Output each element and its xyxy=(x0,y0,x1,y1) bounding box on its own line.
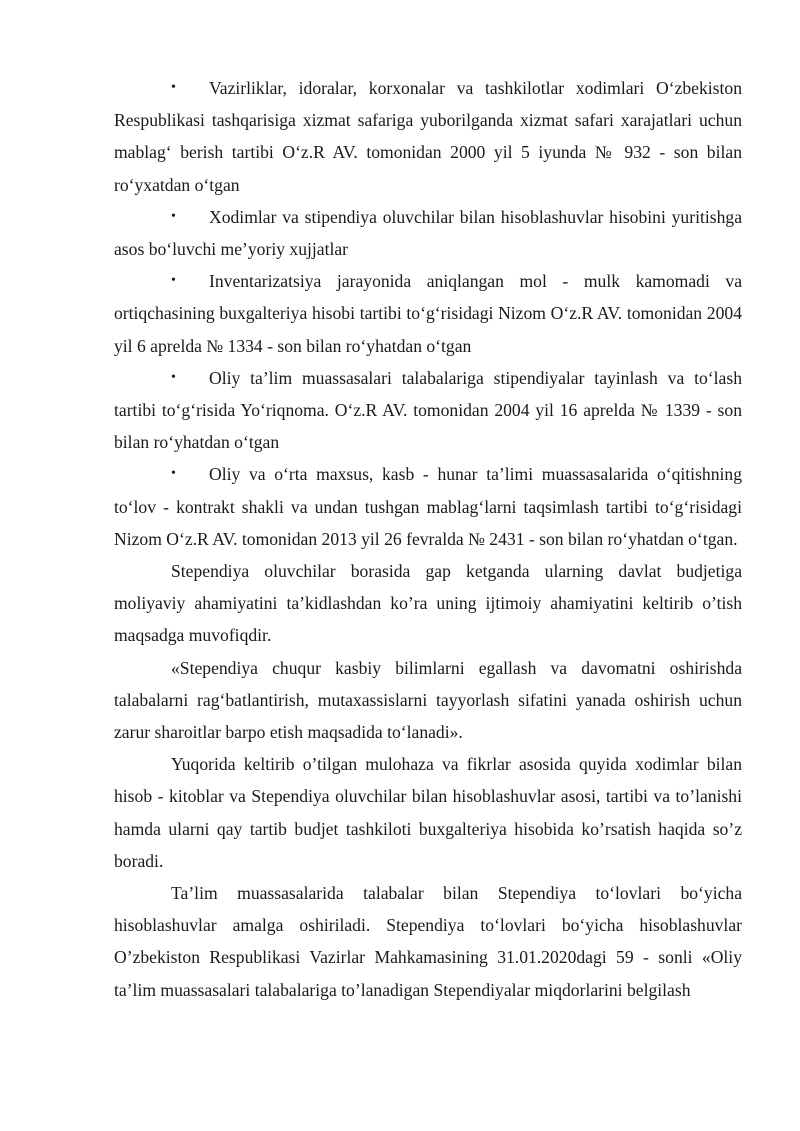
bullet-icon: • xyxy=(171,208,176,224)
list-item xyxy=(114,201,742,265)
paragraph: «Stependiya chuqur kasbiy bilimlarni egallash va davomatni oshirishda talabalarni rag‘batlantirish, mutaxassislarni tayyorlash sifatini yanada oshirish uchun zarur sharoitlar barpo etish maqsadida to‘lanadi». xyxy=(114,657,742,743)
list-item-text: Oliy va o‘rta maxsus, kasb - hunar ta’limi muassasalarida o‘qitishning to‘lov - kontrakt shakli va undan tushgan mablag‘larni taqsimlash tartibi to‘g‘risidagi Nizom O‘z.R AV. tomonidan 2013 yil 26 fevralda № 2431 - son bilan ro‘yhatdan o‘tgan. xyxy=(114,464,742,549)
list-item xyxy=(114,265,742,362)
document-body xyxy=(114,72,742,1006)
list-item xyxy=(114,458,742,555)
list-item xyxy=(114,72,742,201)
list-item xyxy=(114,362,742,459)
list-item-text: Xodimlar va stipendiya oluvchilar bilan hisoblashuvlar hisobini yuritishga asos bo‘luvchi me’yoriy xujjatlar xyxy=(114,206,742,260)
bullet-icon: • xyxy=(171,80,176,95)
list-item-text: Oliy ta’lim muassasalari talabalariga stipendiyalar tayinlash va to‘lash tartibi to‘g‘risida Yo‘riqnoma. O‘z.R AV. tomonidan 2004 yil 16 aprelda № 1339 - son bilan ro‘yhatdan o‘tgan xyxy=(114,367,742,453)
bullet-icon: • xyxy=(171,369,176,385)
paragraph: Stependiya oluvchilar borasida gap ketganda ularning davlat budjetiga moliyaviy ahamiyatini ta’kidlashdan ko’ra uning ijtimoiy ahamiyatini keltirib o’tish maqsadga muvofiqdir. xyxy=(114,561,742,646)
list-item-text: Vazirliklar, idoralar, korxonalar va tashkilotlar xodimlari O‘zbekiston Respublikasi tashqarisiga xizmat safariga yuborilganda xizmat safari xarajatlari uchun mablag‘ berish tartibi O‘z.R AV. tomonidan 2000 yil 5 iyunda № 932 - son bilan ro‘yxatdan o‘tgan xyxy=(114,78,742,195)
bullet-icon: • xyxy=(171,273,176,289)
paragraph: Yuqorida keltirib o’tilgan mulohaza va fikrlar asosida quyida xodimlar bilan hisob - kitoblar va Stependiya oluvchilar bilan hisoblashuvlar asosi, tartibi va to’lanishi hamda ularni qay tartib budjet tashkiloti buxgalteriya hisobida ko’rsatish haqida so’z boradi. xyxy=(114,754,742,871)
bullet-icon: • xyxy=(171,466,176,482)
list-item-text: Inventarizatsiya jarayonida aniqlangan mol - mulk kamomadi va ortiqchasining buxgalteriya hisobi tartibi to‘g‘risidagi Nizom O‘z.R AV. tomonidan 2004 yil 6 aprelda № 1334 - son bilan ro‘yhatdan o‘tgan xyxy=(114,271,742,356)
paragraph: Ta’lim muassasalarida talabalar bilan Stependiya to‘lovlari bo‘yicha hisoblashuvlar amalga oshiriladi. Stependiya to‘lovlari bo‘yicha hisoblashuvlar O’zbekiston Respublikasi Vazirlar Mahkamasining 31.01.2020dagi 59 - sonli «Oliy ta’lim muassasalari talabalariga to’lanadigan Stependiyalar miqdorlarini belgilash xyxy=(114,883,742,1000)
